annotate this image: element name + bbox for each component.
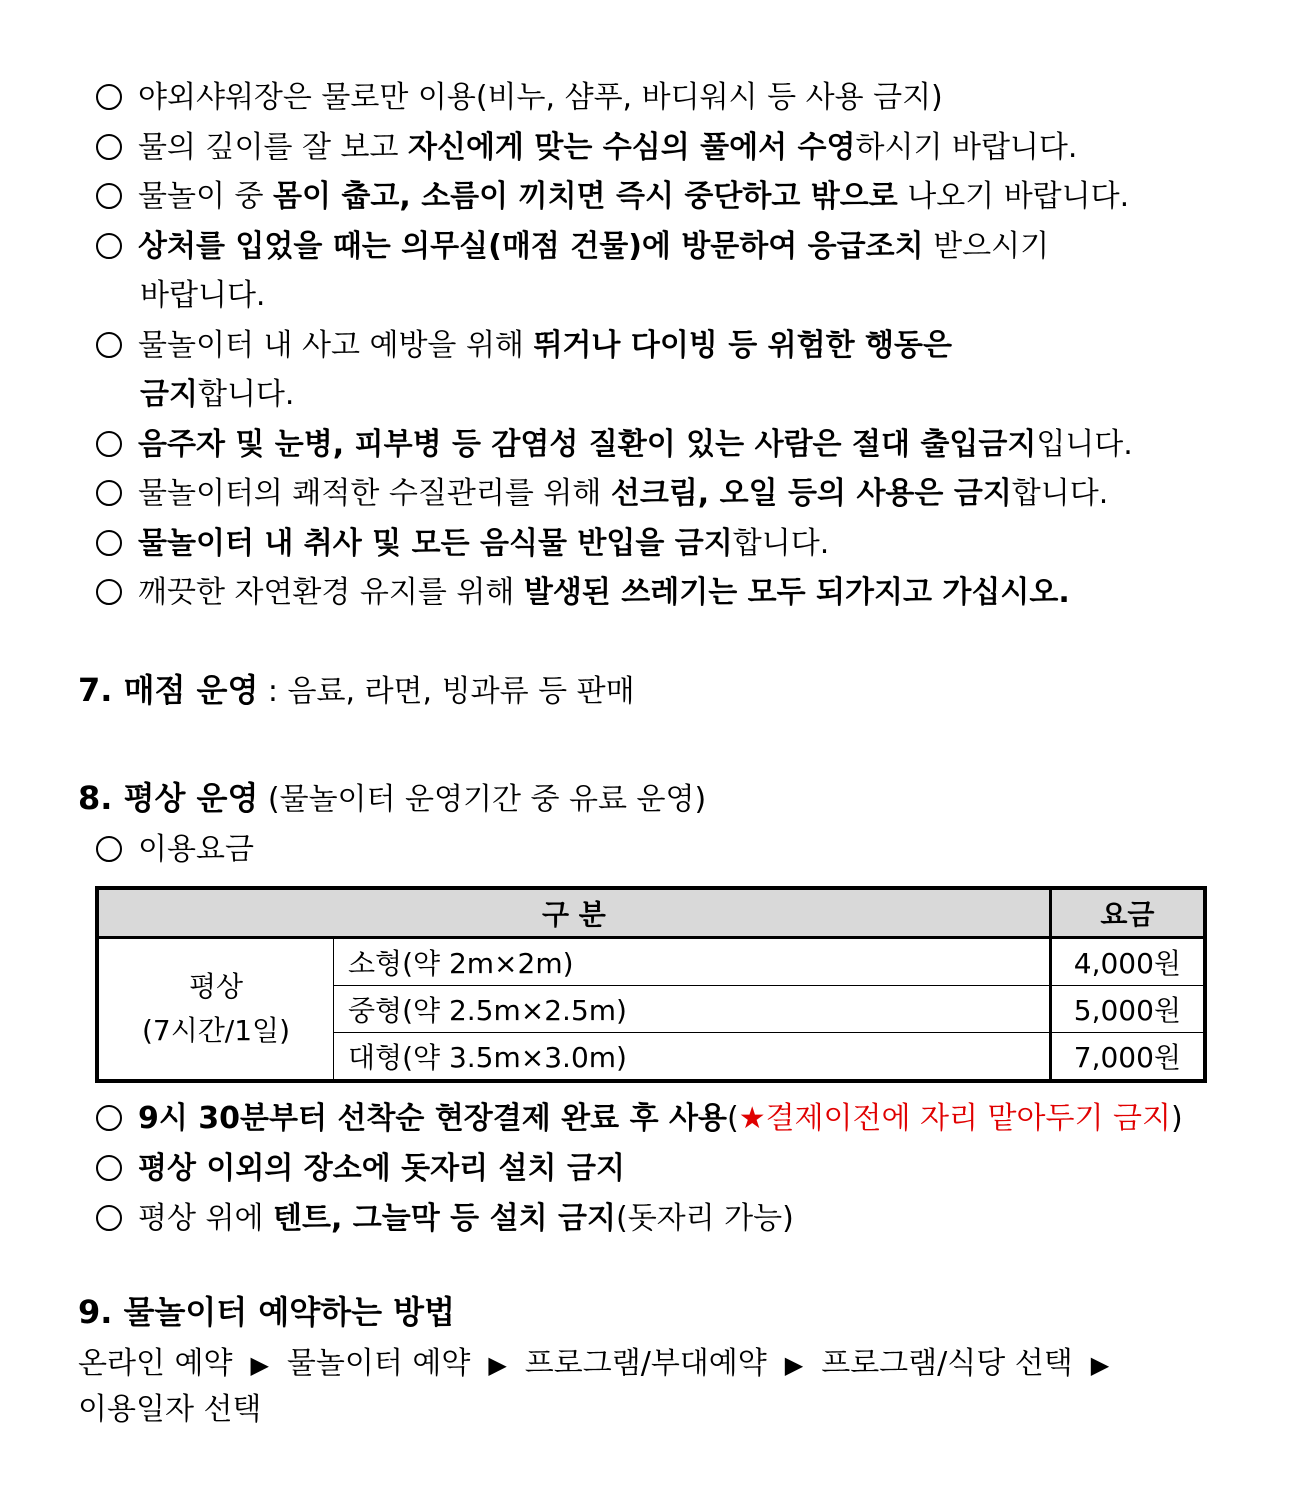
step-item: 프로그램/식당 선택 [821,1346,1073,1381]
size-cell: 중형(약 2.5m×2.5m) [334,986,1051,1033]
rule-item [96,78,943,118]
text-run: 자신에게 맞는 수심의 풀에서 수영 [407,129,856,165]
arrow-right-icon: ▶ [1090,1351,1110,1379]
rule-item [96,128,1077,168]
circle-bullet-icon [96,1105,122,1131]
size-cell: 대형(약 3.5m×3.0m) [334,1033,1051,1082]
circle-bullet-icon [96,480,122,506]
text-run: ) [1170,1101,1183,1136]
size-cell: 소형(약 2m×2m) [334,938,1051,986]
circle-bullet-icon [96,233,122,259]
rule-continuation [140,375,294,415]
arrow-right-icon: ▶ [250,1351,269,1379]
fee-cell: 5,000원 [1050,986,1205,1033]
table-header-row [97,888,1205,938]
text-run: 합니다. [197,377,295,412]
circle-bullet-icon [96,836,122,862]
text-run: 물의 깊이를 잘 보고 [138,129,408,165]
text-run: 발생된 쓰레기는 모두 되가지고 가십시오. [523,575,1070,610]
text-run: 합니다. [1011,476,1109,511]
text-run: 합니다. [732,525,830,561]
text-run: 상처를 입었을 때는 의무실(매점 건물)에 방문하여 응급조치 [138,228,924,264]
circle-bullet-icon [96,1205,122,1231]
circle-bullet-icon [96,530,122,556]
text-run: 물놀이터 내 취사 및 모든 음식물 반입을 금지 [138,525,733,561]
rule-continuation [140,276,265,316]
steps-line-2 [78,1390,261,1430]
text-run: 받으시기 [923,228,1050,264]
circle-bullet-icon [96,579,122,605]
text-run: 평상 이외의 장소에 돗자리 설치 금지 [138,1151,625,1186]
text-run: ( [726,1101,739,1136]
text-run: 텐트, 그늘막 등 설치 금지 [273,1201,616,1236]
fee-cell: 4,000원 [1050,938,1205,986]
rule-item [96,326,952,366]
arrow-right-icon: ▶ [784,1351,804,1379]
circle-bullet-icon [96,332,122,358]
fee-label-line [96,830,254,870]
steps-line-1 [78,1344,1127,1385]
text-run: 하시기 바랍니다. [855,129,1078,165]
text-run: 입니다. [1036,426,1133,462]
group-cell [97,938,334,1082]
arrow-right-icon: ▶ [488,1351,507,1379]
note-item [96,1149,625,1189]
text-run: ★결제이전에 자리 맡아두기 금지 [738,1101,1171,1136]
section-7 [78,670,635,712]
text-run: 뛰거나 다이빙 등 위험한 행동은 [533,327,952,363]
circle-bullet-icon [96,1155,122,1181]
note-item [96,1099,1183,1139]
rule-item [96,177,1129,217]
group-sub: (7시간/1일) [141,1014,291,1047]
rule-item [96,573,1070,613]
text-run: 선크림, 오일 등의 사용은 금지 [610,476,1012,511]
circle-bullet-icon [96,431,122,457]
text-run: 깨끗한 자연환경 유지를 위해 [138,575,524,610]
section-8-desc: (물놀이터 운영기간 중 유료 운영) [258,782,707,817]
text-run: 바랍니다. [140,278,266,313]
step-item: 이용일자 선택 [78,1392,262,1427]
text-run: 물놀이터의 쾌적한 수질관리를 위해 [138,476,611,511]
circle-bullet-icon [96,134,122,160]
note-item [96,1199,794,1239]
text-run: 금지 [140,377,198,412]
section-8-title: 8. 평상 운영 [78,779,259,817]
fee-table [95,886,1207,1083]
circle-bullet-icon [96,84,122,110]
step-item: 물놀이터 예약 [286,1346,471,1381]
circle-bullet-icon [96,183,122,209]
group-name: 평상 [188,970,244,1003]
section-8 [78,778,706,820]
table-row [97,938,1205,986]
step-item: 프로그램/부대예약 [524,1346,767,1381]
section-7-title: 7. 매점 운영 [78,671,259,709]
rule-item [96,425,1133,465]
section-9-title: 9. 물놀이터 예약하는 방법 [78,1293,455,1331]
rule-item [96,524,829,564]
rule-item [96,227,1049,267]
text-run: 평상 위에 [138,1201,273,1236]
text-run: 9시 30분부터 선착순 현장결제 완료 후 사용 [138,1101,727,1136]
fee-cell: 7,000원 [1050,1033,1205,1082]
text-run: 몸이 춥고, 소름이 끼치면 즉시 중단하고 밖으로 [273,179,898,214]
header-category: 구 분 [97,888,1050,938]
text-run: 물놀이 중 [138,179,273,214]
section-7-desc: : 음료, 라면, 빙과류 등 판매 [258,674,635,709]
step-item: 온라인 예약 [78,1346,233,1381]
text-run: 야외샤워장은 물로만 이용(비누, 샴푸, 바디워시 등 사용 금지) [138,80,943,115]
fee-label: 이용요금 [138,832,254,867]
rule-item [96,474,1108,514]
text-run: 음주자 및 눈병, 피부병 등 감염성 질환이 있는 사람은 절대 출입금지 [138,426,1037,462]
text-run: 물놀이터 내 사고 예방을 위해 [138,327,534,363]
section-9 [78,1292,455,1334]
text-run: (돗자리 가능) [615,1201,794,1236]
header-fee: 요금 [1050,888,1205,938]
text-run: 나오기 바랍니다. [897,179,1130,214]
